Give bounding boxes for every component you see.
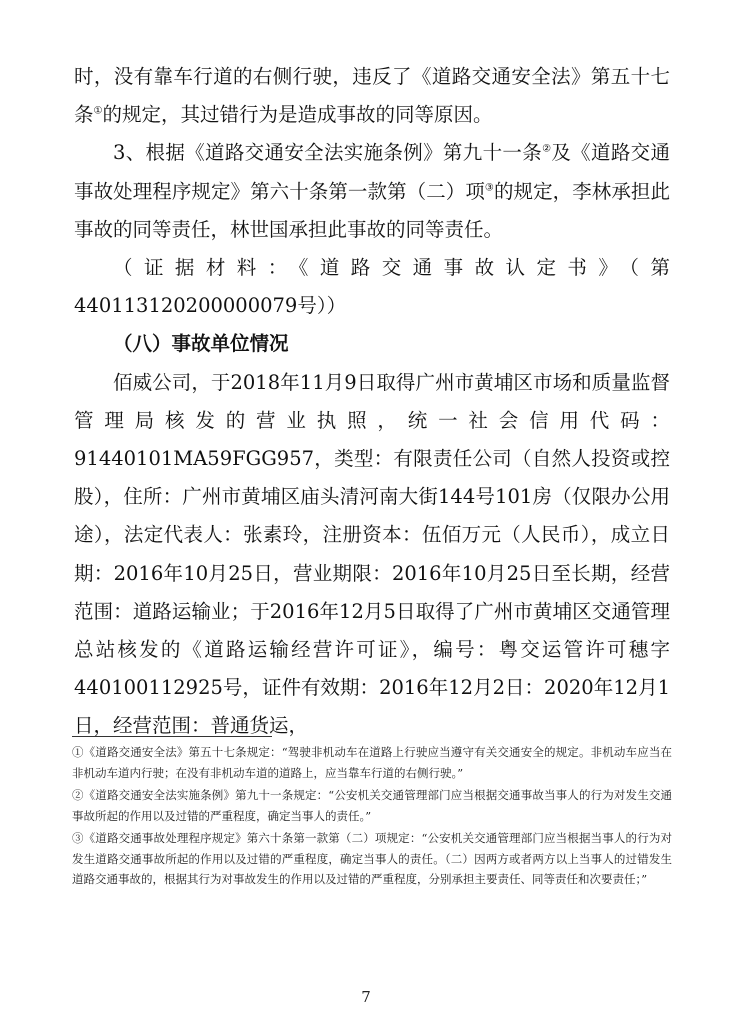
paragraph-continuation [74, 58, 670, 134]
footnote-3: ③《道路交通事故处理程序规定》第六十条第一款第（二）项规定：“公安机关交通管理部门应当根据当事人的行为对发生道路交通事故所起的作用以及过错的严重程度，确定当事人的责任。（二）因两方或者两方以上当事人的过错发生道路交通事故的，根据其行为对事故发生的作用以及过错的严重程度，分别承担主要责任、同等责任和次要责任；” [72, 831, 672, 886]
footnotes [72, 742, 672, 892]
paragraph-item-3 [74, 134, 670, 249]
body-text [74, 58, 670, 746]
paragraph-text: 及《道路交通事故处理程序规定》第六十条第一款第（二）项 [74, 141, 670, 203]
footnote-ref-3[interactable]: ③ [484, 182, 494, 194]
paragraph-evidence: （证据材料：《道路交通事故认定书》（第440113120200000079号）） [74, 256, 670, 318]
paragraph-text: 3、根据《道路交通安全法实施条例》第九十一条 [113, 141, 543, 165]
paragraph-company: 佰威公司，于2018年11月9日取得广州市黄埔区市场和质量监督管理局核发的营业执照，统一社会信用代码：91440101MA59FGG957，类型：有限责任公司（自然人投资或控股），住所：广州市黄埔区庙头清河南大街144号101房（仅限办公用途），法定代表人：张素玲，注册资本：伍佰万元（人民币），成立日期：2016年10月25日，营业期限：2016年10月25日至长期，经营范围：道路运输业；于2016年12月5日取得了广州市黄埔区交通管理总站核发的《道路运输经营许可证》，编号：粤交运管许可穗字440100112925号，证件有效期：2016年12月2日：2020年12月1日，经营范围：普通货运， [74, 370, 670, 738]
footnote-ref-2[interactable]: ② [542, 143, 552, 155]
paragraph-text: 时，没有靠车行道的右侧行驶，违反了《道路交通安全法》第五十七条 [74, 65, 670, 127]
footnote-2: ②《道路交通安全法实施条例》第九十一条规定：“公安机关交通管理部门应当根据交通事故当事人的行为对发生交通事故所起的作用以及过错的严重程度，确定当事人的责任。” [72, 788, 672, 823]
footnote-divider [72, 736, 272, 737]
paragraph-text: 的规定，李林承担此事故的同等责任，林世国承担此事故的同等责任。 [74, 179, 670, 241]
page-number: 7 [361, 988, 371, 1006]
paragraph-text: 的规定，其过错行为是造成事故的同等原因。 [102, 103, 493, 127]
footnote-ref-1[interactable]: ① [93, 105, 103, 117]
section-heading: （八）事故单位情况 [113, 332, 289, 356]
footnote-1: ①《道路交通安全法》第五十七条规定：“驾驶非机动车在道路上行驶应当遵守有关交通安全的规定。非机动车应当在非机动车道内行驶；在没有非机动车道的道路上，应当靠车行道的右侧行驶。” [72, 745, 672, 780]
